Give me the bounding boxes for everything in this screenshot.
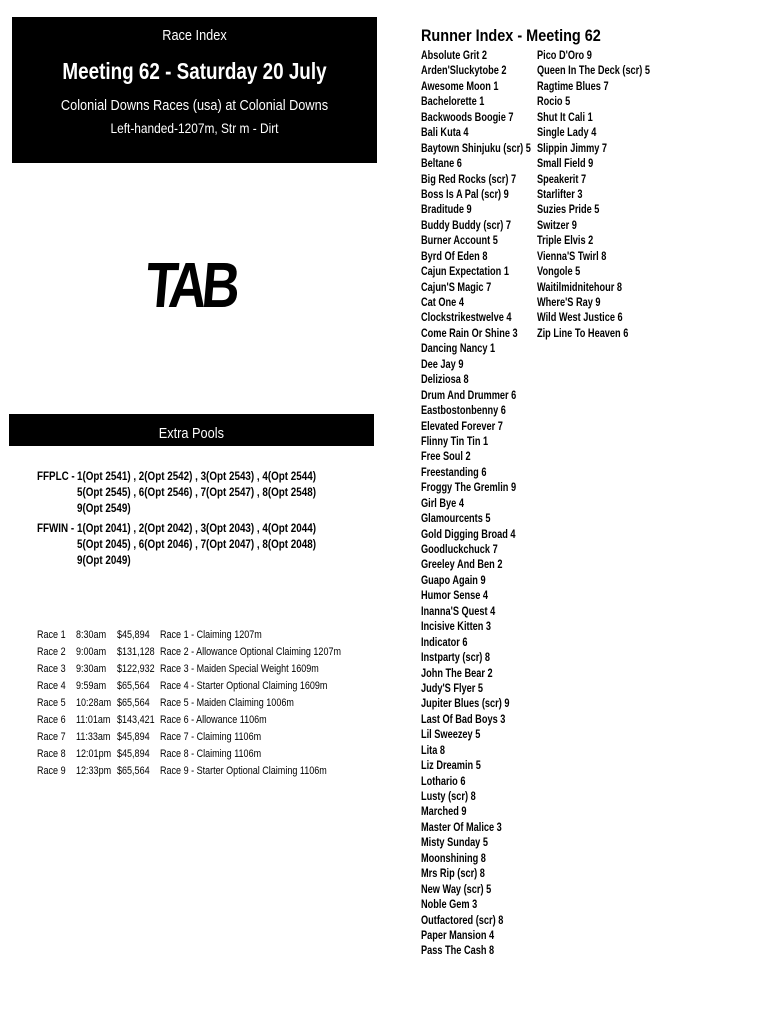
- race-row: [37, 660, 380, 677]
- pool-options: [77, 468, 368, 516]
- race-description: [160, 765, 380, 777]
- race-purse: [117, 714, 160, 726]
- race-purse-text: $45,894: [117, 628, 150, 641]
- runner-item: Dee Jay 9: [421, 358, 464, 371]
- runner-item: Judy'S Flyer 5: [421, 682, 484, 695]
- race-description: [160, 680, 380, 692]
- runner-item: Starlifter 3: [537, 188, 583, 201]
- venue-label: Colonial Downs Races (usa) at Colonial Downs: [60, 97, 329, 114]
- runner-item: New Way (scr) 5: [421, 883, 492, 896]
- runner-item: Braditude 9: [421, 204, 472, 217]
- runner-item: Indicator 6: [421, 636, 468, 649]
- pool-label: FFPLC -: [37, 469, 75, 483]
- runner-item: Small Field 9: [537, 158, 594, 171]
- race-purse: [117, 765, 160, 777]
- race-description: [160, 697, 380, 709]
- race-number: [37, 629, 76, 641]
- race-purse: [117, 663, 160, 675]
- race-description-text: Race 5 - Maiden Claiming 1006m: [160, 696, 294, 709]
- runner-item: Gold Digging Broad 4: [421, 528, 516, 541]
- race-purse-text: $131,128: [117, 645, 155, 658]
- runner-item: Speakerit 7: [537, 173, 587, 186]
- runner-item: Cat One 4: [421, 297, 464, 309]
- runner-item: Suzies Pride 5: [537, 204, 600, 217]
- extra-pools-list: [37, 468, 367, 568]
- tab-logo-text: TAB: [142, 249, 239, 321]
- race-number: [37, 748, 76, 760]
- race-index-header: [12, 17, 377, 163]
- runner-item: Awesome Moon 1: [421, 80, 499, 93]
- runner-item: Mrs Rip (scr) 8: [421, 868, 485, 881]
- race-time: [76, 714, 117, 726]
- race-row: [37, 677, 380, 694]
- race-time-text: 9:00am: [76, 645, 107, 658]
- runner-item: Waitilmidnitehour 8: [537, 281, 623, 294]
- runner-item: Buddy Buddy (scr) 7: [421, 219, 511, 232]
- runner-item: Single Lady 4: [537, 127, 597, 140]
- runner-item: Froggy The Gremlin 9: [421, 482, 517, 495]
- section-title: Race Index: [162, 27, 227, 44]
- race-purse: [117, 629, 160, 641]
- runner-item: Boss Is A Pal (scr) 9: [421, 188, 509, 201]
- runner-item: Pass The Cash 8: [421, 945, 495, 958]
- race-number: [37, 714, 76, 726]
- race-description: [160, 714, 380, 726]
- runner-item: Bachelorette 1: [421, 96, 485, 109]
- race-time-text: 11:33am: [76, 730, 111, 743]
- race-number-text: Race 2: [37, 645, 66, 658]
- race-number-text: Race 4: [37, 679, 66, 692]
- race-row: [37, 626, 380, 643]
- runner-item: Inanna'S Quest 4: [421, 605, 496, 618]
- runner-item: Baytown Shinjuku (scr) 5: [421, 142, 531, 155]
- race-description: [160, 748, 380, 760]
- race-time: [76, 680, 117, 692]
- race-purse-text: $45,894: [117, 730, 150, 743]
- runner-item: Slippin Jimmy 7: [537, 142, 608, 155]
- race-description-text: Race 2 - Allowance Optional Claiming 1207m: [160, 645, 342, 658]
- runner-column-2: [537, 49, 678, 342]
- race-description-text: Race 1 - Claiming 1207m: [160, 628, 262, 641]
- runner-item: Lothario 6: [421, 775, 466, 788]
- runner-item: Vienna'S Twirl 8: [537, 250, 607, 263]
- race-purse: [117, 697, 160, 709]
- runner-item: Cajun Expectation 1: [421, 266, 509, 279]
- race-description-text: Race 8 - Claiming 1106m: [160, 747, 262, 760]
- runner-item: Shut It Cali 1: [537, 111, 593, 124]
- runner-item: Marched 9: [421, 806, 467, 819]
- race-number-text: Race 3: [37, 662, 66, 675]
- runner-item: Eastbostonbenny 6: [421, 405, 506, 418]
- race-description: [160, 646, 380, 658]
- runner-item: Cajun'S Magic 7: [421, 281, 492, 294]
- runner-item: Jupiter Blues (scr) 9: [421, 698, 510, 711]
- race-time: [76, 663, 117, 675]
- pool-option-line: 1(Opt 2041) , 2(Opt 2042) , 3(Opt 2043) , 4(Opt 2044): [77, 521, 316, 535]
- race-description-text: Race 6 - Allowance 1106m: [160, 713, 267, 726]
- runner-item: Burner Account 5: [421, 235, 498, 248]
- runner-item: Zip Line To Heaven 6: [537, 327, 629, 340]
- runner-item: Glamourcents 5: [421, 513, 491, 526]
- pool-option-line: 5(Opt 2545) , 6(Opt 2546) , 7(Opt 2547) , 8(Opt 2548): [77, 485, 316, 499]
- race-number: [37, 680, 76, 692]
- tab-logo: [142, 248, 242, 322]
- runner-item: Pico D'Oro 9: [537, 50, 592, 62]
- meeting-title: Meeting 62 - Saturday 20 July: [62, 58, 327, 84]
- runner-item: Vongole 5: [537, 266, 581, 279]
- runner-item: Incisive Kitten 3: [421, 621, 492, 634]
- extra-pools-header: [9, 414, 374, 446]
- race-row: [37, 762, 380, 779]
- race-number-text: Race 5: [37, 696, 66, 709]
- runner-item: Elevated Forever 7: [421, 420, 503, 433]
- race-description-text: Race 9 - Starter Optional Claiming 1106m: [160, 764, 327, 777]
- runner-item: Freestanding 6: [421, 466, 487, 479]
- runner-item: Free Soul 2: [421, 451, 471, 464]
- race-number-text: Race 9: [37, 764, 66, 777]
- runner-item: Rocio 5: [537, 96, 571, 109]
- race-time-text: 10:28am: [76, 696, 112, 709]
- race-time: [76, 748, 117, 760]
- runner-item: Byrd Of Eden 8: [421, 250, 488, 263]
- runner-item: Master Of Malice 3: [421, 821, 502, 834]
- runner-item: Where'S Ray 9: [537, 297, 601, 309]
- runner-item: Misty Sunday 5: [421, 837, 488, 850]
- race-number-text: Race 6: [37, 713, 66, 726]
- race-time: [76, 646, 117, 658]
- runner-item: Humor Sense 4: [421, 590, 488, 603]
- race-number-text: Race 8: [37, 747, 66, 760]
- race-description: [160, 663, 380, 675]
- runner-item: Instparty (scr) 8: [421, 652, 491, 665]
- runner-item: Dancing Nancy 1: [421, 343, 496, 356]
- race-purse-text: $65,564: [117, 679, 150, 692]
- race-purse: [117, 646, 160, 658]
- runner-item: Triple Elvis 2: [537, 235, 594, 248]
- runner-item: Queen In The Deck (scr) 5: [537, 65, 650, 78]
- race-number: [37, 663, 76, 675]
- runner-item: John The Bear 2: [421, 667, 493, 680]
- race-time: [76, 765, 117, 777]
- runner-item: Beltane 6: [421, 158, 462, 171]
- runner-item: Flinny Tin Tin 1: [421, 435, 489, 448]
- runner-index-title: Runner Index - Meeting 62: [421, 26, 601, 45]
- race-number: [37, 697, 76, 709]
- race-purse-text: $143,421: [117, 713, 155, 726]
- race-number: [37, 731, 76, 743]
- pool-option-line: 9(Opt 2549): [77, 501, 131, 515]
- race-purse: [117, 680, 160, 692]
- race-time-text: 12:33pm: [76, 764, 112, 777]
- race-time: [76, 731, 117, 743]
- runner-item: Lil Sweezey 5: [421, 729, 481, 742]
- runner-item: Bali Kuta 4: [421, 127, 469, 140]
- runner-item: Clockstrikestwelve 4: [421, 312, 512, 325]
- runner-item: Guapo Again 9: [421, 574, 486, 587]
- pool-option-line: 9(Opt 2049): [77, 553, 131, 567]
- race-time: [76, 629, 117, 641]
- runner-item: Come Rain Or Shine 3: [421, 327, 518, 340]
- extra-pools-title: Extra Pools: [158, 425, 225, 442]
- runner-item: Liz Dreamin 5: [421, 760, 481, 773]
- runner-item: Drum And Drummer 6: [421, 389, 517, 402]
- runner-item: Goodluckchuck 7: [421, 544, 498, 556]
- race-number: [37, 646, 76, 658]
- runner-item: Paper Mansion 4: [421, 929, 495, 942]
- race-description-text: Race 4 - Starter Optional Claiming 1609m: [160, 679, 328, 692]
- runner-item: Greeley And Ben 2: [421, 559, 503, 572]
- runner-item: Noble Gem 3: [421, 899, 478, 912]
- runner-item: Last Of Bad Boys 3: [421, 713, 506, 726]
- pool-label: FFWIN -: [37, 521, 75, 535]
- race-row: [37, 643, 380, 660]
- race-purse: [117, 748, 160, 760]
- race-time-text: 12:01pm: [76, 747, 112, 760]
- race-purse: [117, 731, 160, 743]
- runner-item: Big Red Rocks (scr) 7: [421, 173, 517, 186]
- race-row: [37, 728, 380, 745]
- race-description-text: Race 7 - Claiming 1106m: [160, 730, 262, 743]
- race-time-text: 9:30am: [76, 662, 107, 675]
- track-info: Left-handed-1207m, Str m - Dirt: [110, 120, 279, 136]
- runner-item: Deliziosa 8: [421, 374, 469, 387]
- runner-item: Absolute Grit 2: [421, 50, 487, 62]
- race-number-text: Race 7: [37, 730, 66, 743]
- runner-item: Lusty (scr) 8: [421, 791, 476, 803]
- pool-block: [37, 468, 367, 516]
- race-purse-text: $45,894: [117, 747, 150, 760]
- runner-item: Backwoods Boogie 7: [421, 111, 514, 124]
- runner-item: Switzer 9: [537, 219, 577, 232]
- runner-item: Girl Bye 4: [421, 497, 464, 510]
- race-row: [37, 694, 380, 711]
- race-row: [37, 711, 380, 728]
- race-time-text: 11:01am: [76, 713, 111, 726]
- runner-item: Moonshining 8: [421, 852, 486, 865]
- runner-item: Outfactored (scr) 8: [421, 914, 504, 927]
- race-row: [37, 745, 380, 762]
- race-time-text: 9:59am: [76, 679, 107, 692]
- runner-item: Wild West Justice 6: [537, 312, 623, 325]
- race-purse-text: $65,564: [117, 764, 150, 777]
- runner-item: Ragtime Blues 7: [537, 80, 609, 93]
- pool-options: [77, 520, 368, 568]
- pool-option-line: 1(Opt 2541) , 2(Opt 2542) , 3(Opt 2543) , 4(Opt 2544): [77, 469, 316, 483]
- race-schedule: [37, 626, 380, 779]
- race-description-text: Race 3 - Maiden Special Weight 1609m: [160, 662, 319, 675]
- race-number-text: Race 1: [37, 628, 66, 641]
- pool-option-line: 5(Opt 2045) , 6(Opt 2046) , 7(Opt 2047) , 8(Opt 2048): [77, 537, 316, 551]
- race-time-text: 8:30am: [76, 628, 107, 641]
- runner-item: Lita 8: [421, 744, 446, 757]
- race-description: [160, 629, 380, 641]
- race-number: [37, 765, 76, 777]
- race-time: [76, 697, 117, 709]
- race-description: [160, 731, 380, 743]
- race-purse-text: $122,932: [117, 662, 155, 675]
- pool-block: [37, 520, 367, 568]
- runner-item: Arden'Sluckytobe 2: [421, 65, 507, 78]
- race-purse-text: $65,564: [117, 696, 150, 709]
